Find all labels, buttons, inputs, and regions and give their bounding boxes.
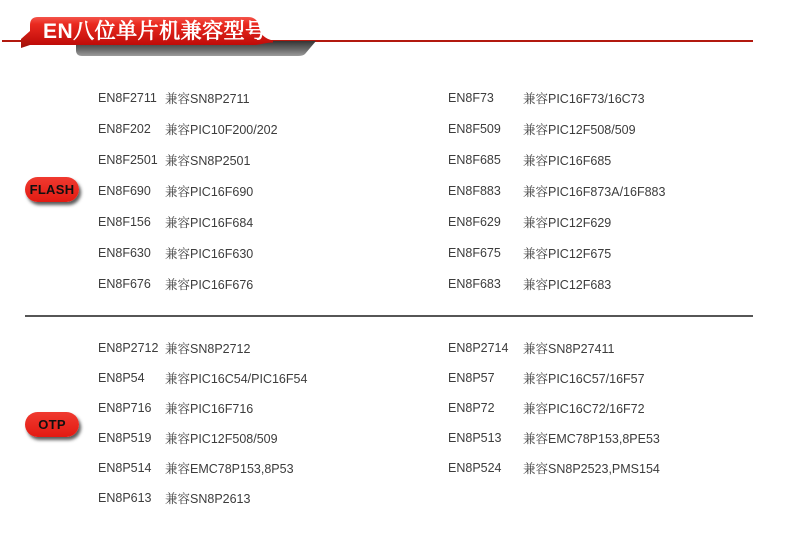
table-row [98,268,278,299]
table-row [98,423,307,453]
table-row [448,237,665,268]
compatible-model: 兼容PIC16F676 [165,277,254,292]
part-number: EN8P2714 [448,341,509,355]
part-number: EN8P613 [98,491,152,505]
table-row [448,268,665,299]
part-number: EN8F683 [448,276,501,291]
part-number: EN8P54 [98,371,145,385]
compatible-model: 兼容SN8P27411 [523,342,615,356]
compatible-model: 兼容SN8P2711 [165,91,250,106]
part-number: EN8P57 [448,371,495,385]
compatible-model: 兼容PIC10F200/202 [165,122,278,137]
compatible-model: 兼容PIC16F873A/16F883 [523,184,666,199]
part-number: EN8F202 [98,121,151,136]
compatible-model: 兼容PIC12F508/509 [165,432,278,446]
ribbon-left-fold [21,31,30,48]
compatible-model: 兼容SN8P2613 [165,492,251,506]
part-number: EN8F73 [448,90,494,105]
table-row [98,206,278,237]
section-divider-line [25,315,753,317]
compatible-model: 兼容SN8P2712 [165,342,251,356]
table-row [98,333,307,363]
otp-table-right-column [448,333,660,483]
compatible-model: 兼容PIC12F629 [523,215,612,230]
compatible-model: 兼容PIC12F675 [523,246,612,261]
compatible-model: 兼容PIC16F690 [165,184,254,199]
compatible-model: 兼容PIC16C57/16F57 [523,372,645,386]
flash-section-badge: FLASH [25,177,79,202]
compatible-model: 兼容EMC78P153,8PE53 [523,432,660,446]
table-row [448,113,665,144]
part-number: EN8F2711 [98,90,157,105]
table-row [98,453,307,483]
part-number: EN8F629 [448,214,501,229]
compatible-model: 兼容PIC16C72/16F72 [523,402,645,416]
table-row [98,363,307,393]
page-title: EN八位单片机兼容型号 [43,20,267,43]
part-number: EN8P2712 [98,341,159,355]
part-number: EN8F630 [98,245,151,260]
table-row [98,483,307,513]
table-row [448,363,660,393]
compatible-model: 兼容PIC12F683 [523,277,612,292]
part-number: EN8F685 [448,152,501,167]
table-row [98,113,278,144]
part-number: EN8P72 [448,401,495,415]
compatible-model: 兼容PIC12F508/509 [523,122,636,137]
compatible-model: 兼容SN8P2501 [165,153,251,168]
part-number: EN8P524 [448,461,502,475]
part-number: EN8F156 [98,214,151,229]
part-number: EN8F676 [98,276,151,291]
otp-section-badge: OTP [25,412,79,437]
table-row [448,333,660,363]
part-number: EN8F2501 [98,152,158,167]
table-row [98,393,307,423]
part-number: EN8F509 [448,121,501,136]
table-row [448,144,665,175]
table-row [98,175,278,206]
table-row [448,82,665,113]
compatible-model: 兼容SN8P2523,PMS154 [523,462,660,476]
part-number: EN8F883 [448,183,501,198]
compatible-model: 兼容PIC16F684 [165,215,254,230]
table-row [98,144,278,175]
table-row [448,393,660,423]
compatible-model: 兼容PIC16F630 [165,246,254,261]
table-row [98,237,278,268]
part-number: EN8P716 [98,401,152,415]
table-row [448,453,660,483]
flash-table-left-column [98,82,278,299]
otp-table-left-column [98,333,307,513]
compatible-model: 兼容PIC16C54/PIC16F54 [165,372,308,386]
compatible-model: 兼容PIC16F716 [165,402,254,416]
part-number: EN8P514 [98,461,152,475]
table-row [448,206,665,237]
part-number: EN8F675 [448,245,501,260]
part-number: EN8P519 [98,431,152,445]
table-row [448,423,660,453]
part-number: EN8F690 [98,183,151,198]
flash-table-right-column [448,82,665,299]
compatible-model: 兼容EMC78P153,8P53 [165,462,294,476]
table-row [448,175,665,206]
compatible-model: 兼容PIC16F73/16C73 [523,91,645,106]
part-number: EN8P513 [448,431,502,445]
table-row [98,82,278,113]
compatible-model: 兼容PIC16F685 [523,153,612,168]
